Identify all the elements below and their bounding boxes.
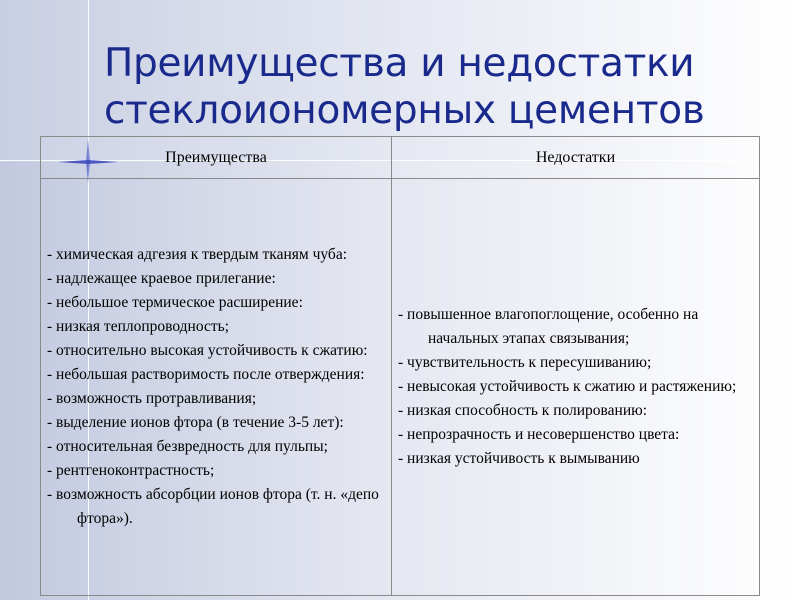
disadvantages-cell bbox=[392, 179, 760, 596]
disadvantages-list bbox=[392, 297, 759, 477]
header-advantages: Преимущества bbox=[41, 137, 392, 179]
list-item: - низкая устойчивость к вымыванию bbox=[398, 450, 640, 467]
list-item: - невысокая устойчивость к сжатию и растяжению; bbox=[398, 378, 737, 395]
page-title-line-1: Преимущества и недостатки bbox=[104, 41, 695, 86]
advantages-cell bbox=[41, 179, 392, 596]
list-item: - химическая адгезия к твердым тканям чуба: bbox=[47, 246, 348, 263]
list-item: - непрозрачность и несовершенство цвета: bbox=[398, 426, 680, 443]
header-disadvantages: Недостатки bbox=[392, 137, 760, 179]
advantages-list bbox=[41, 237, 391, 537]
list-item: - относительно высокая устойчивость к сжатию: bbox=[47, 342, 368, 359]
list-item: - возможность абсорбции ионов фтора (т. н. «депо фтора»). bbox=[47, 486, 379, 527]
comparison-table bbox=[40, 136, 760, 596]
list-item: - низкая теплопроводность; bbox=[47, 318, 230, 335]
table-row bbox=[41, 179, 760, 596]
list-item: - надлежащее краевое прилегание: bbox=[47, 270, 276, 287]
page-title-line-2: стеклоиономерных цементов bbox=[104, 88, 705, 133]
list-item: - выделение ионов фтора (в течение 3-5 лет): bbox=[47, 414, 344, 431]
list-item: - небольшое термическое расширение: bbox=[47, 294, 303, 311]
list-item: - небольшая растворимость после отверждения: bbox=[47, 366, 365, 383]
list-item: - низкая способность к полированию: bbox=[398, 402, 648, 419]
list-item: - относительная безвредность для пульпы; bbox=[47, 438, 328, 455]
page-title bbox=[104, 40, 784, 134]
list-item: - повышенное влагопоглощение, особенно на начальных этапах связывания; bbox=[398, 306, 699, 347]
table-header-row bbox=[41, 137, 760, 179]
list-item: - возможность протравливания; bbox=[47, 390, 257, 407]
list-item: - рентгеноконтрастность; bbox=[47, 462, 215, 479]
list-item: - чувствительность к пересушиванию; bbox=[398, 354, 652, 371]
